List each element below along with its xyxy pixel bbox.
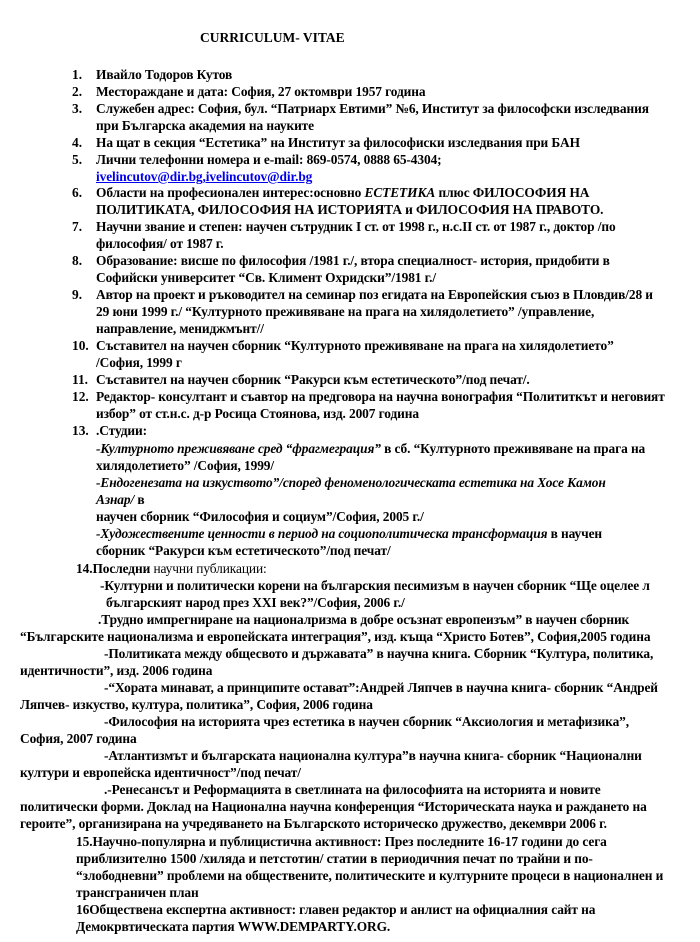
item-position: На щат в секция “Естетика” на Институт за философиски изследвания при БАН	[96, 135, 580, 150]
item-interests: Области на професионален интерес:основно ЕСТЕТИКА плюс ФИЛОСОФИЯ НА	[96, 185, 590, 200]
publication-entry: -Културни и политически корени на българския песимизъм в научен сборник “Ще оцелее л	[100, 578, 650, 593]
item-number: 7.	[72, 219, 83, 234]
publication-entry-line: Ляпчев- изкуство, култура, политика”, София, 2006 година	[20, 697, 373, 712]
item-number: 9.	[72, 287, 83, 302]
item-publicistic-line: приблизително 1500 /хиляда и петстотин/ статии в периодичния печат по трайни и по-	[76, 851, 593, 866]
item-number: 2.	[72, 84, 83, 99]
item-publicistic: 15.Научно-популярна и публицистична активност: През последните 16-17 години до сега	[76, 834, 607, 849]
item-interests-line: ПОЛИТИКАТА, ФИЛОСОФИЯ НА ИСТОРИЯТА и ФИЛОСОФИЯ НА ПРАВОТО.	[96, 202, 604, 217]
publication-entry: -Политиката между общесвото и държавата” в научна книга. Сборник “Култура, политика,	[104, 646, 654, 661]
study-entry-line: Азнар/ в	[96, 492, 145, 507]
publication-entry: .-Ренесансът и Реформацията в светлината на философията на историята и новите	[104, 782, 601, 797]
item-number: 4.	[72, 135, 83, 150]
item-address-line: Служебен адрес: София, бул. “Патриарх Евтими” №6, Институт за философски изследвания	[96, 101, 649, 116]
publication-entry: -Атлантизмът и българската национална култура”в научна книга- сборник “Национални	[104, 748, 642, 763]
item-project: Автор на проект и ръководител на семинар поз егидата на Европейския съюз в Пловдив/28 и	[96, 287, 653, 302]
item-number: 11.	[72, 372, 88, 387]
publication-entry-line: политически форми. Доклад на Национална научна конференция “Историческата наука и раждането на	[20, 799, 647, 814]
item-number: 13.	[72, 423, 89, 438]
item-number: 12.	[72, 389, 89, 404]
item-compiler-line: /София, 1999 г	[96, 355, 182, 370]
item-number: 5.	[72, 152, 83, 167]
study-entry: -Ендогенезата на изкуството”/според феноменологическата естетика на Хосе Камон	[96, 475, 606, 490]
item-project-line: 29 юни 1999 г./ “Културното преживяване на прага на хилядолетието” /управление,	[96, 304, 595, 319]
publication-entry-line: българският народ през XXI век?”/София, 2006 г./	[106, 595, 405, 610]
study-entry-line: сборник “Ракурси към естетическото”/под печат/	[96, 543, 391, 558]
item-phones: Лични телефонни номера и e-mail: 869-0574, 0888 65-4304;	[96, 152, 442, 167]
item-editor: Редактор- консултант и съавтор на предговора на научна вонография “Полититкът и неговият	[96, 389, 665, 404]
item-degree-line: философия/ от 1987 г.	[96, 236, 224, 251]
item-birth: Месторaждане и дата: София, 27 октомври 1957 година	[96, 84, 426, 99]
publication-entry: -“Хората минават, а принципите остават”:Андрей Ляпчев в научна книга- сборник “Андрей	[104, 680, 658, 695]
item-studies-heading: .Студии:	[96, 423, 147, 438]
item-editor-line: избор” от ст.н.с. д-р Росица Стоянова, изд. 2007 година	[96, 406, 419, 421]
item-expert-line: Демокрвтическата партия WWW.DEMPARTY.ORG.	[76, 919, 391, 934]
item-number: 10.	[72, 338, 89, 353]
item-publicistic-line: “злободневни” проблеми на обществените, политическите и културните процеси в националнен и	[76, 868, 664, 883]
item-compiler2: Съставител на научен сборник “Ракурси към естетическото”/под печат/.	[96, 372, 530, 387]
item-name: Ивайло Тодоров Кутов	[96, 67, 233, 82]
item-compiler: Съставител на научен сборник “Културното преживяване на прага на хилядолетието”	[96, 338, 614, 353]
publication-entry-line: идентичности”, изд. 2006 година	[20, 663, 213, 678]
item-address-line: при Българска академия на науките	[96, 118, 315, 133]
item-project-line: направление, мениджмънт//	[96, 321, 264, 336]
publication-entry-line: София, 2007 година	[20, 731, 137, 746]
study-entry: -Културното преживяване сред “фрагмеграция” в сб. “Културното преживяване на прага на	[96, 441, 646, 456]
study-entry: -Художествените ценности в период на социополитическа трансформация в научен	[96, 526, 603, 541]
publication-entry-line: “Българските национализма и европейската интеграция”, изд. къща “Христо Ботев”, София,2005 година	[20, 629, 651, 644]
study-entry-line: научен сборник “Философия и социум”/София, 2005 г./	[96, 509, 424, 524]
item-education-line: Софийски университет “Св. Климент Охридски”/1981 г./	[96, 270, 436, 285]
email-link[interactable]: ivelincutov@dir.bg,ivelincutov@dir.bg	[96, 169, 313, 184]
publication-entry: -Философия на историята чрез естетика в научен сборник “Аксиология и метафизика”,	[104, 714, 630, 729]
study-entry-line: хилядолетието” /София, 1999/	[96, 458, 274, 473]
publication-entry: .Трудно импрегниране на националризма в добре осъзнат европеизъм” в научен сборник	[98, 612, 630, 627]
item-number: 3.	[72, 101, 83, 116]
item-publicistic-line: трансграничен план	[76, 885, 199, 900]
publication-entry-line: култури и европейска идентичност”/под печат/	[20, 765, 301, 780]
publications-heading: 14.Последни научни публикации:	[76, 561, 267, 576]
item-number: 1.	[72, 67, 83, 82]
publication-entry-line: героите”, организирана на учредяването на Българското историческо дружество, декември 2006 г.	[20, 816, 607, 831]
item-number: 8.	[72, 253, 83, 268]
item-degree: Научни звание и степен: научен сътрудник I ст. от 1998 г., н.с.II ст. от 1987 г., доктор /по	[96, 219, 616, 234]
item-number: 6.	[72, 185, 83, 200]
item-education: Образование: висше по философия /1981 г./, втора специалност- история, придобити в	[96, 253, 610, 268]
page-title: CURRICULUM- VITAE	[200, 30, 345, 45]
item-expert: 16Обществена експертна активност: главен редактор и анлист на официалния сайт на	[76, 902, 596, 917]
